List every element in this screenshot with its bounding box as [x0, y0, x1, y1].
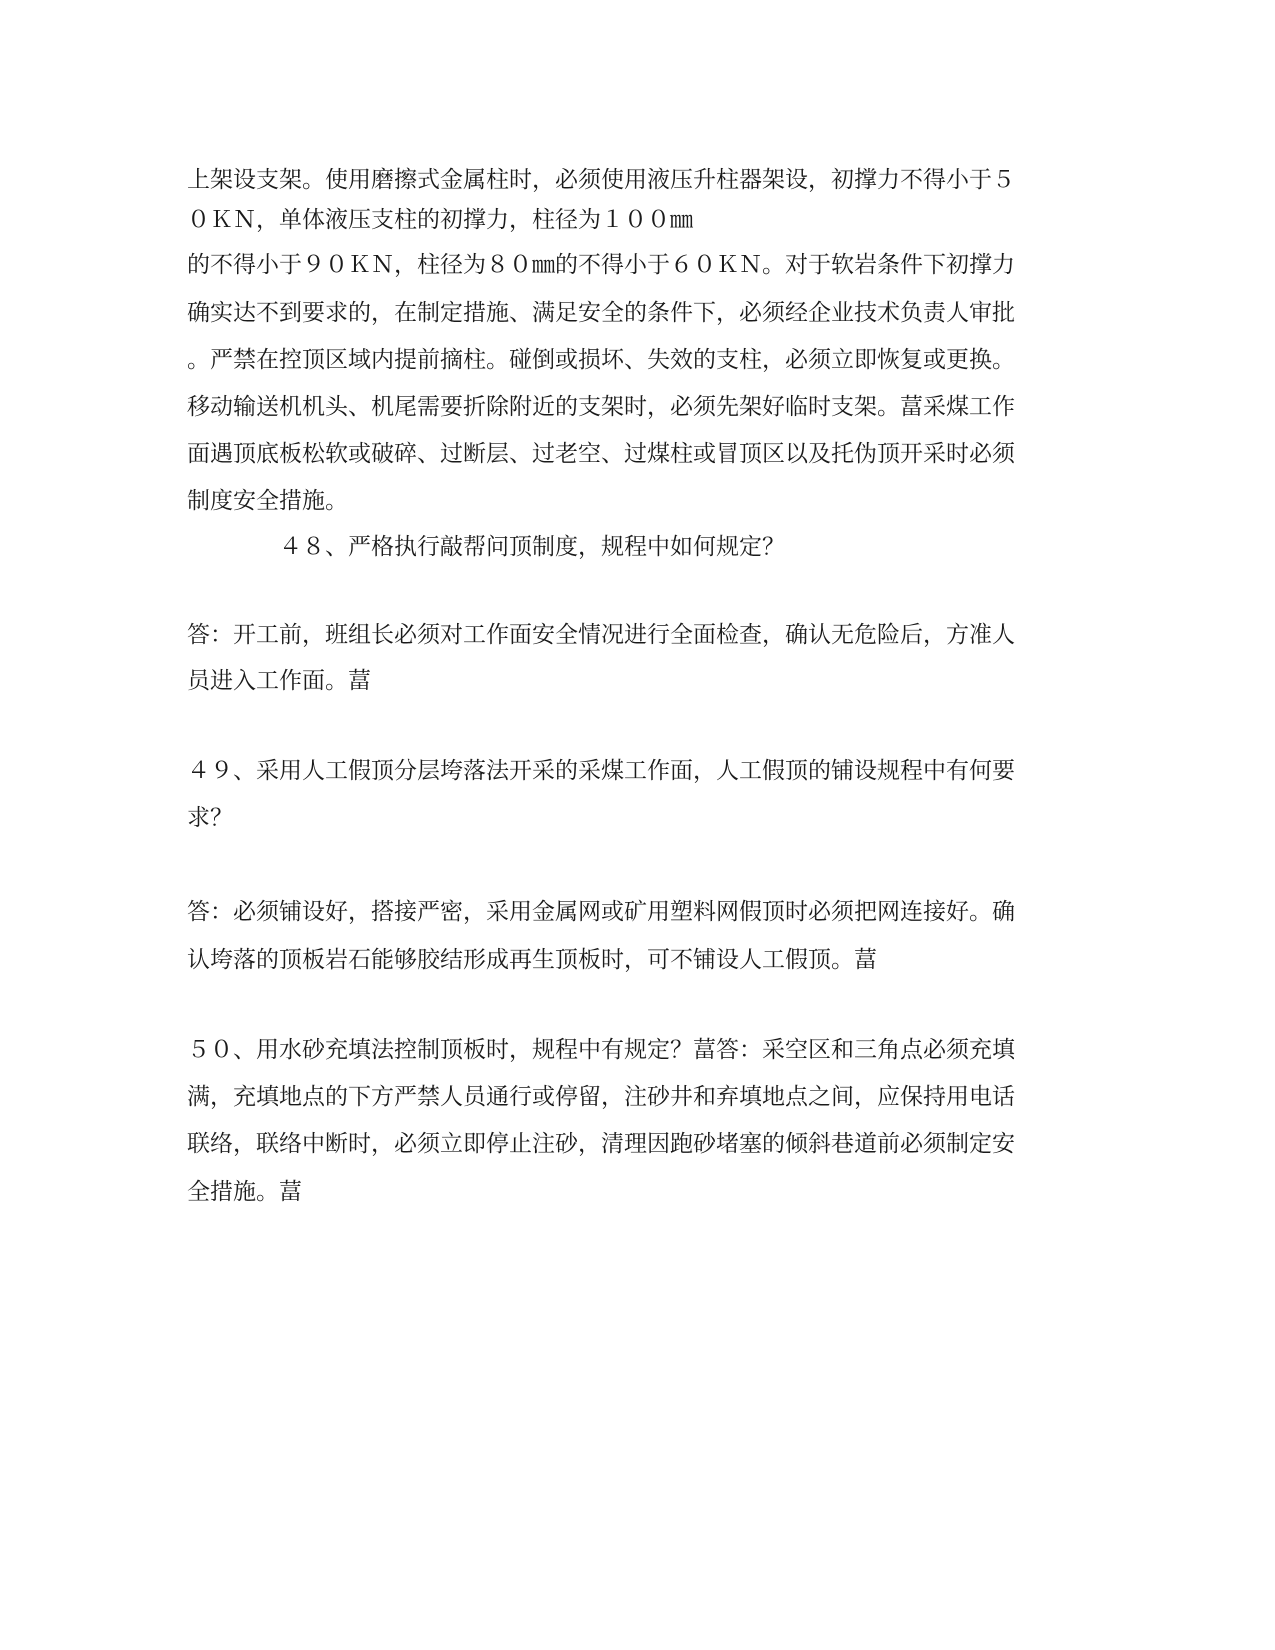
text-line: 联络，联络中断时，必须立即停止注砂，清理因跑砂堵塞的倾斜巷道前必须制定安: [187, 1131, 1015, 1157]
text-line: 全措施。葍: [187, 1179, 302, 1205]
text-line: 确实达不到要求的，在制定措施、满足安全的条件下，必须经企业技术负责人审批: [187, 300, 1015, 326]
text-line: 认垮落的顶板岩石能够胶结形成再生顶板时，可不铺设人工假顶。葍: [187, 947, 877, 973]
question-heading: 求？: [187, 805, 233, 831]
text-line: 答：必须铺设好，搭接严密，采用金属网或矿用塑料网假顶时必须把网连接好。确: [187, 899, 1015, 925]
text-line: 答：开工前，班组长必须对工作面安全情况进行全面检查，确认无危险后，方准人: [187, 622, 1015, 648]
question-heading: ４８、严格执行敲帮问顶制度，规程中如何规定？: [187, 534, 785, 560]
text-line: 上架设支架。使用磨擦式金属柱时，必须使用液压升柱器架设，初撑力不得小于５: [187, 167, 1015, 193]
text-line: 的不得小于９０ＫＮ，柱径为８０㎜的不得小于６０ＫＮ。对于软岩条件下初撑力: [187, 252, 1015, 278]
text-line: 员进入工作面。葍: [187, 668, 371, 694]
text-line: 制度安全措施。: [187, 488, 348, 514]
text-line: 。严禁在控顶区域内提前摘柱。碰倒或损坏、失效的支柱，必须立即恢复或更换。: [187, 347, 1015, 373]
text-line: 面遇顶底板松软或破碎、过断层、过老空、过煤柱或冒顶区以及托伪顶开采时必须: [187, 441, 1015, 467]
question-heading: ５０、用水砂充填法控制顶板时，规程中有规定？葍答：采空区和三角点必须充填: [187, 1037, 1015, 1063]
text-line: 移动输送机机头、机尾需要折除附近的支架时，必须先架好临时支架。葍采煤工作: [187, 394, 1015, 420]
text-line: 满，充填地点的下方严禁人员通行或停留，注砂井和弃填地点之间，应保持用电话: [187, 1084, 1015, 1110]
text-line: ０ＫＮ，单体液压支柱的初撑力，柱径为１００㎜: [187, 207, 693, 233]
question-heading: ４９、采用人工假顶分层垮落法开采的采煤工作面，人工假顶的铺设规程中有何要: [187, 758, 1015, 784]
